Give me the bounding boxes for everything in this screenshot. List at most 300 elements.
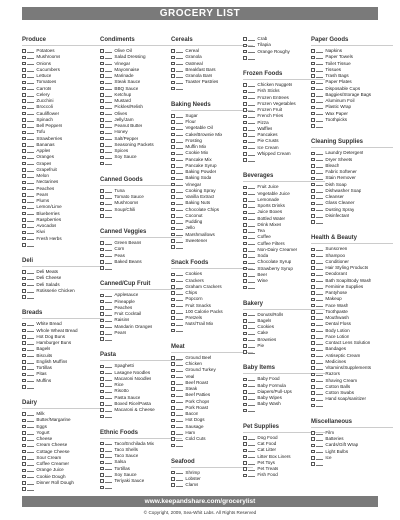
checkbox[interactable] (171, 177, 175, 181)
checkbox[interactable] (171, 62, 175, 66)
checkbox[interactable] (311, 391, 315, 395)
quantity-line[interactable] (176, 313, 183, 314)
quantity-line[interactable] (248, 263, 255, 264)
checkbox[interactable] (243, 350, 247, 354)
checkbox[interactable] (243, 236, 247, 240)
checkbox[interactable] (22, 118, 26, 122)
checkbox[interactable] (100, 486, 104, 490)
quantity-line[interactable] (176, 359, 183, 360)
quantity-line[interactable] (176, 242, 183, 243)
checkbox[interactable] (100, 312, 104, 316)
quantity-line[interactable] (316, 102, 323, 103)
checkbox[interactable] (243, 338, 247, 342)
checkbox[interactable] (311, 354, 315, 358)
checkbox[interactable] (22, 475, 26, 479)
checkbox[interactable] (311, 87, 315, 91)
checkbox[interactable] (311, 298, 315, 302)
checkbox[interactable] (311, 285, 315, 289)
quantity-line[interactable] (176, 396, 183, 397)
quantity-line[interactable] (27, 64, 34, 65)
quantity-line[interactable] (248, 464, 255, 465)
quantity-line[interactable] (316, 173, 323, 174)
quantity-line[interactable] (105, 373, 112, 374)
quantity-line[interactable] (316, 108, 323, 109)
quantity-line[interactable] (27, 133, 34, 134)
quantity-line[interactable] (176, 223, 183, 224)
checkbox[interactable] (171, 406, 175, 410)
quantity-line[interactable] (27, 164, 34, 165)
quantity-line[interactable] (316, 394, 323, 395)
quantity-line[interactable] (248, 322, 255, 323)
checkbox[interactable] (22, 162, 26, 166)
checkbox[interactable] (243, 158, 247, 162)
quantity-line[interactable] (248, 232, 255, 233)
quantity-line[interactable] (176, 480, 183, 481)
checkbox[interactable] (243, 442, 247, 446)
quantity-line[interactable] (316, 269, 323, 270)
quantity-line[interactable] (248, 244, 255, 245)
quantity-line[interactable] (27, 388, 34, 389)
checkbox[interactable] (22, 168, 26, 172)
checkbox[interactable] (22, 99, 26, 103)
quantity-line[interactable] (27, 381, 34, 382)
quantity-line[interactable] (248, 282, 255, 283)
quantity-line[interactable] (105, 463, 112, 464)
checkbox[interactable] (100, 371, 104, 375)
quantity-line[interactable] (316, 52, 323, 53)
quantity-line[interactable] (27, 208, 34, 209)
checkbox[interactable] (100, 390, 104, 394)
checkbox[interactable] (100, 106, 104, 110)
quantity-line[interactable] (105, 217, 112, 218)
quantity-line[interactable] (176, 409, 183, 410)
quantity-line[interactable] (27, 363, 34, 364)
quantity-line[interactable] (176, 421, 183, 422)
checkbox[interactable] (100, 131, 104, 135)
quantity-line[interactable] (248, 142, 255, 143)
checkbox[interactable] (243, 229, 247, 233)
quantity-line[interactable] (176, 434, 183, 435)
checkbox[interactable] (100, 454, 104, 458)
checkbox[interactable] (311, 248, 315, 252)
checkbox[interactable] (243, 409, 247, 413)
checkbox[interactable] (243, 140, 247, 144)
quantity-line[interactable] (248, 161, 255, 162)
checkbox[interactable] (243, 108, 247, 112)
checkbox[interactable] (22, 199, 26, 203)
quantity-line[interactable] (248, 334, 255, 335)
checkbox[interactable] (22, 74, 26, 78)
quantity-line[interactable] (176, 235, 183, 236)
checkbox[interactable] (22, 469, 26, 473)
checkbox[interactable] (100, 473, 104, 477)
checkbox[interactable] (243, 90, 247, 94)
checkbox[interactable] (243, 121, 247, 125)
quantity-line[interactable] (248, 340, 255, 341)
quantity-line[interactable] (27, 127, 34, 128)
checkbox[interactable] (171, 208, 175, 212)
quantity-line[interactable] (176, 123, 183, 124)
checkbox[interactable] (243, 198, 247, 202)
quantity-line[interactable] (105, 58, 112, 59)
quantity-line[interactable] (248, 399, 255, 400)
quantity-line[interactable] (27, 171, 34, 172)
quantity-line[interactable] (27, 89, 34, 90)
quantity-line[interactable] (248, 148, 255, 149)
quantity-line[interactable] (105, 488, 112, 489)
checkbox[interactable] (171, 387, 175, 391)
checkbox[interactable] (311, 214, 315, 218)
checkbox[interactable] (311, 310, 315, 314)
checkbox[interactable] (100, 195, 104, 199)
quantity-line[interactable] (176, 229, 183, 230)
checkbox[interactable] (171, 145, 175, 149)
quantity-line[interactable] (27, 108, 34, 109)
quantity-line[interactable] (176, 185, 183, 186)
quantity-line[interactable] (248, 451, 255, 452)
checkbox[interactable] (171, 310, 175, 314)
quantity-line[interactable] (27, 227, 34, 228)
checkbox[interactable] (100, 124, 104, 128)
checkbox[interactable] (22, 224, 26, 228)
checkbox[interactable] (171, 279, 175, 283)
quantity-line[interactable] (105, 250, 112, 251)
checkbox[interactable] (171, 139, 175, 143)
checkbox[interactable] (243, 146, 247, 150)
quantity-line[interactable] (248, 52, 255, 53)
checkbox[interactable] (243, 96, 247, 100)
quantity-line[interactable] (105, 198, 112, 199)
quantity-line[interactable] (248, 393, 255, 394)
checkbox[interactable] (171, 56, 175, 60)
checkbox[interactable] (243, 44, 247, 48)
checkbox[interactable] (243, 37, 247, 41)
checkbox[interactable] (171, 381, 175, 385)
checkbox[interactable] (100, 319, 104, 323)
checkbox[interactable] (100, 461, 104, 465)
quantity-line[interactable] (316, 465, 323, 466)
checkbox[interactable] (22, 329, 26, 333)
quantity-line[interactable] (316, 275, 323, 276)
checkbox[interactable] (171, 375, 175, 379)
quantity-line[interactable] (248, 257, 255, 258)
checkbox[interactable] (311, 304, 315, 308)
checkbox[interactable] (22, 431, 26, 435)
checkbox[interactable] (311, 437, 315, 441)
checkbox[interactable] (171, 127, 175, 131)
checkbox[interactable] (311, 323, 315, 327)
quantity-line[interactable] (105, 108, 112, 109)
checkbox[interactable] (311, 112, 315, 116)
quantity-line[interactable] (176, 83, 183, 84)
checkbox[interactable] (243, 325, 247, 329)
checkbox[interactable] (100, 99, 104, 103)
checkbox[interactable] (171, 87, 175, 91)
checkbox[interactable] (22, 193, 26, 197)
quantity-line[interactable] (316, 400, 323, 401)
quantity-line[interactable] (176, 89, 183, 90)
quantity-line[interactable] (27, 279, 34, 280)
checkbox[interactable] (243, 403, 247, 407)
quantity-line[interactable] (316, 127, 323, 128)
checkbox[interactable] (171, 356, 175, 360)
quantity-line[interactable] (248, 130, 255, 131)
quantity-line[interactable] (248, 194, 255, 195)
quantity-line[interactable] (27, 139, 34, 140)
quantity-line[interactable] (316, 459, 323, 460)
checkbox[interactable] (100, 214, 104, 218)
checkbox[interactable] (22, 62, 26, 66)
quantity-line[interactable] (27, 152, 34, 153)
checkbox[interactable] (22, 360, 26, 364)
quantity-line[interactable] (176, 377, 183, 378)
quantity-line[interactable] (105, 89, 112, 90)
checkbox[interactable] (171, 323, 175, 327)
quantity-line[interactable] (27, 58, 34, 59)
quantity-line[interactable] (248, 92, 255, 93)
quantity-line[interactable] (27, 292, 34, 293)
checkbox[interactable] (243, 83, 247, 87)
quantity-line[interactable] (105, 164, 112, 165)
checkbox[interactable] (100, 143, 104, 147)
quantity-line[interactable] (176, 117, 183, 118)
checkbox[interactable] (243, 384, 247, 388)
quantity-line[interactable] (105, 476, 112, 477)
checkbox[interactable] (243, 267, 247, 271)
quantity-line[interactable] (105, 380, 112, 381)
checkbox[interactable] (100, 467, 104, 471)
checkbox[interactable] (171, 81, 175, 85)
checkbox[interactable] (243, 217, 247, 221)
checkbox[interactable] (243, 436, 247, 440)
checkbox[interactable] (243, 115, 247, 119)
quantity-line[interactable] (105, 256, 112, 257)
quantity-line[interactable] (105, 398, 112, 399)
checkbox[interactable] (171, 49, 175, 53)
checkbox[interactable] (171, 412, 175, 416)
quantity-line[interactable] (316, 114, 323, 115)
checkbox[interactable] (243, 286, 247, 290)
quantity-line[interactable] (176, 204, 183, 205)
checkbox[interactable] (311, 366, 315, 370)
checkbox[interactable] (311, 99, 315, 103)
quantity-line[interactable] (27, 325, 34, 326)
checkbox[interactable] (243, 467, 247, 471)
checkbox[interactable] (171, 477, 175, 481)
quantity-line[interactable] (27, 369, 34, 370)
quantity-line[interactable] (105, 296, 112, 297)
quantity-line[interactable] (176, 52, 183, 53)
quantity-line[interactable] (316, 375, 323, 376)
checkbox[interactable] (311, 81, 315, 85)
quantity-line[interactable] (316, 338, 323, 339)
quantity-line[interactable] (27, 158, 34, 159)
checkbox[interactable] (100, 49, 104, 53)
quantity-line[interactable] (27, 338, 34, 339)
checkbox[interactable] (100, 442, 104, 446)
quantity-line[interactable] (105, 469, 112, 470)
checkbox[interactable] (311, 329, 315, 333)
quantity-line[interactable] (248, 276, 255, 277)
quantity-line[interactable] (248, 117, 255, 118)
quantity-line[interactable] (27, 102, 34, 103)
checkbox[interactable] (100, 325, 104, 329)
quantity-line[interactable] (316, 96, 323, 97)
checkbox[interactable] (22, 481, 26, 485)
checkbox[interactable] (100, 241, 104, 245)
quantity-line[interactable] (176, 473, 183, 474)
checkbox[interactable] (243, 248, 247, 252)
quantity-line[interactable] (248, 219, 255, 220)
quantity-line[interactable] (316, 319, 323, 320)
checkbox[interactable] (311, 202, 315, 206)
quantity-line[interactable] (27, 446, 34, 447)
quantity-line[interactable] (105, 64, 112, 65)
quantity-line[interactable] (105, 482, 112, 483)
checkbox[interactable] (22, 335, 26, 339)
quantity-line[interactable] (248, 123, 255, 124)
quantity-line[interactable] (316, 434, 323, 435)
quantity-line[interactable] (176, 275, 183, 276)
quantity-line[interactable] (105, 71, 112, 72)
checkbox[interactable] (171, 483, 175, 487)
checkbox[interactable] (22, 243, 26, 247)
quantity-line[interactable] (248, 439, 255, 440)
checkbox[interactable] (22, 444, 26, 448)
quantity-line[interactable] (248, 251, 255, 252)
quantity-line[interactable] (105, 158, 112, 159)
checkbox[interactable] (100, 408, 104, 412)
checkbox[interactable] (171, 195, 175, 199)
checkbox[interactable] (311, 68, 315, 72)
checkbox[interactable] (311, 164, 315, 168)
quantity-line[interactable] (316, 452, 323, 453)
checkbox[interactable] (100, 396, 104, 400)
quantity-line[interactable] (316, 217, 323, 218)
quantity-line[interactable] (27, 189, 34, 190)
quantity-line[interactable] (316, 77, 323, 78)
quantity-line[interactable] (176, 173, 183, 174)
quantity-line[interactable] (176, 154, 183, 155)
quantity-line[interactable] (248, 136, 255, 137)
checkbox[interactable] (22, 295, 26, 299)
checkbox[interactable] (171, 245, 175, 249)
checkbox[interactable] (22, 124, 26, 128)
checkbox[interactable] (22, 237, 26, 241)
quantity-line[interactable] (176, 294, 183, 295)
checkbox[interactable] (171, 227, 175, 231)
checkbox[interactable] (22, 156, 26, 160)
checkbox[interactable] (100, 189, 104, 193)
quantity-line[interactable] (27, 375, 34, 376)
quantity-line[interactable] (176, 300, 183, 301)
quantity-line[interactable] (176, 58, 183, 59)
quantity-line[interactable] (316, 369, 323, 370)
checkbox[interactable] (22, 106, 26, 110)
quantity-line[interactable] (105, 321, 112, 322)
checkbox[interactable] (171, 304, 175, 308)
quantity-line[interactable] (316, 204, 323, 205)
quantity-line[interactable] (176, 129, 183, 130)
checkbox[interactable] (100, 377, 104, 381)
checkbox[interactable] (171, 444, 175, 448)
checkbox[interactable] (100, 402, 104, 406)
checkbox[interactable] (22, 437, 26, 441)
quantity-line[interactable] (316, 64, 323, 65)
quantity-line[interactable] (316, 223, 323, 224)
checkbox[interactable] (243, 474, 247, 478)
checkbox[interactable] (100, 68, 104, 72)
quantity-line[interactable] (248, 201, 255, 202)
checkbox[interactable] (22, 373, 26, 377)
quantity-line[interactable] (176, 331, 183, 332)
quantity-line[interactable] (105, 77, 112, 78)
checkbox[interactable] (22, 137, 26, 141)
checkbox[interactable] (171, 152, 175, 156)
quantity-line[interactable] (27, 183, 34, 184)
quantity-line[interactable] (176, 142, 183, 143)
quantity-line[interactable] (27, 96, 34, 97)
checkbox[interactable] (22, 49, 26, 53)
quantity-line[interactable] (27, 221, 34, 222)
quantity-line[interactable] (316, 121, 323, 122)
quantity-line[interactable] (176, 427, 183, 428)
quantity-line[interactable] (316, 406, 323, 407)
quantity-line[interactable] (248, 476, 255, 477)
checkbox[interactable] (100, 62, 104, 66)
quantity-line[interactable] (316, 294, 323, 295)
checkbox[interactable] (311, 279, 315, 283)
quantity-line[interactable] (105, 146, 112, 147)
quantity-line[interactable] (105, 269, 112, 270)
checkbox[interactable] (100, 208, 104, 212)
quantity-line[interactable] (176, 365, 183, 366)
quantity-line[interactable] (316, 89, 323, 90)
checkbox[interactable] (311, 254, 315, 258)
quantity-line[interactable] (176, 71, 183, 72)
quantity-line[interactable] (176, 446, 183, 447)
checkbox[interactable] (100, 479, 104, 483)
checkbox[interactable] (311, 152, 315, 156)
quantity-line[interactable] (27, 298, 34, 299)
quantity-line[interactable] (176, 167, 183, 168)
quantity-line[interactable] (248, 269, 255, 270)
quantity-line[interactable] (316, 288, 323, 289)
checkbox[interactable] (171, 214, 175, 218)
checkbox[interactable] (100, 93, 104, 97)
checkbox[interactable] (22, 450, 26, 454)
quantity-line[interactable] (316, 313, 323, 314)
quantity-line[interactable] (176, 148, 183, 149)
checkbox[interactable] (243, 50, 247, 54)
checkbox[interactable] (311, 189, 315, 193)
quantity-line[interactable] (27, 465, 34, 466)
quantity-line[interactable] (27, 344, 34, 345)
quantity-line[interactable] (248, 238, 255, 239)
checkbox[interactable] (311, 183, 315, 187)
checkbox[interactable] (22, 323, 26, 327)
checkbox[interactable] (171, 291, 175, 295)
checkbox[interactable] (22, 149, 26, 153)
checkbox[interactable] (311, 398, 315, 402)
checkbox[interactable] (243, 279, 247, 283)
quantity-line[interactable] (176, 384, 183, 385)
checkbox[interactable] (22, 289, 26, 293)
checkbox[interactable] (100, 118, 104, 122)
quantity-line[interactable] (316, 344, 323, 345)
quantity-line[interactable] (176, 217, 183, 218)
checkbox[interactable] (243, 192, 247, 196)
